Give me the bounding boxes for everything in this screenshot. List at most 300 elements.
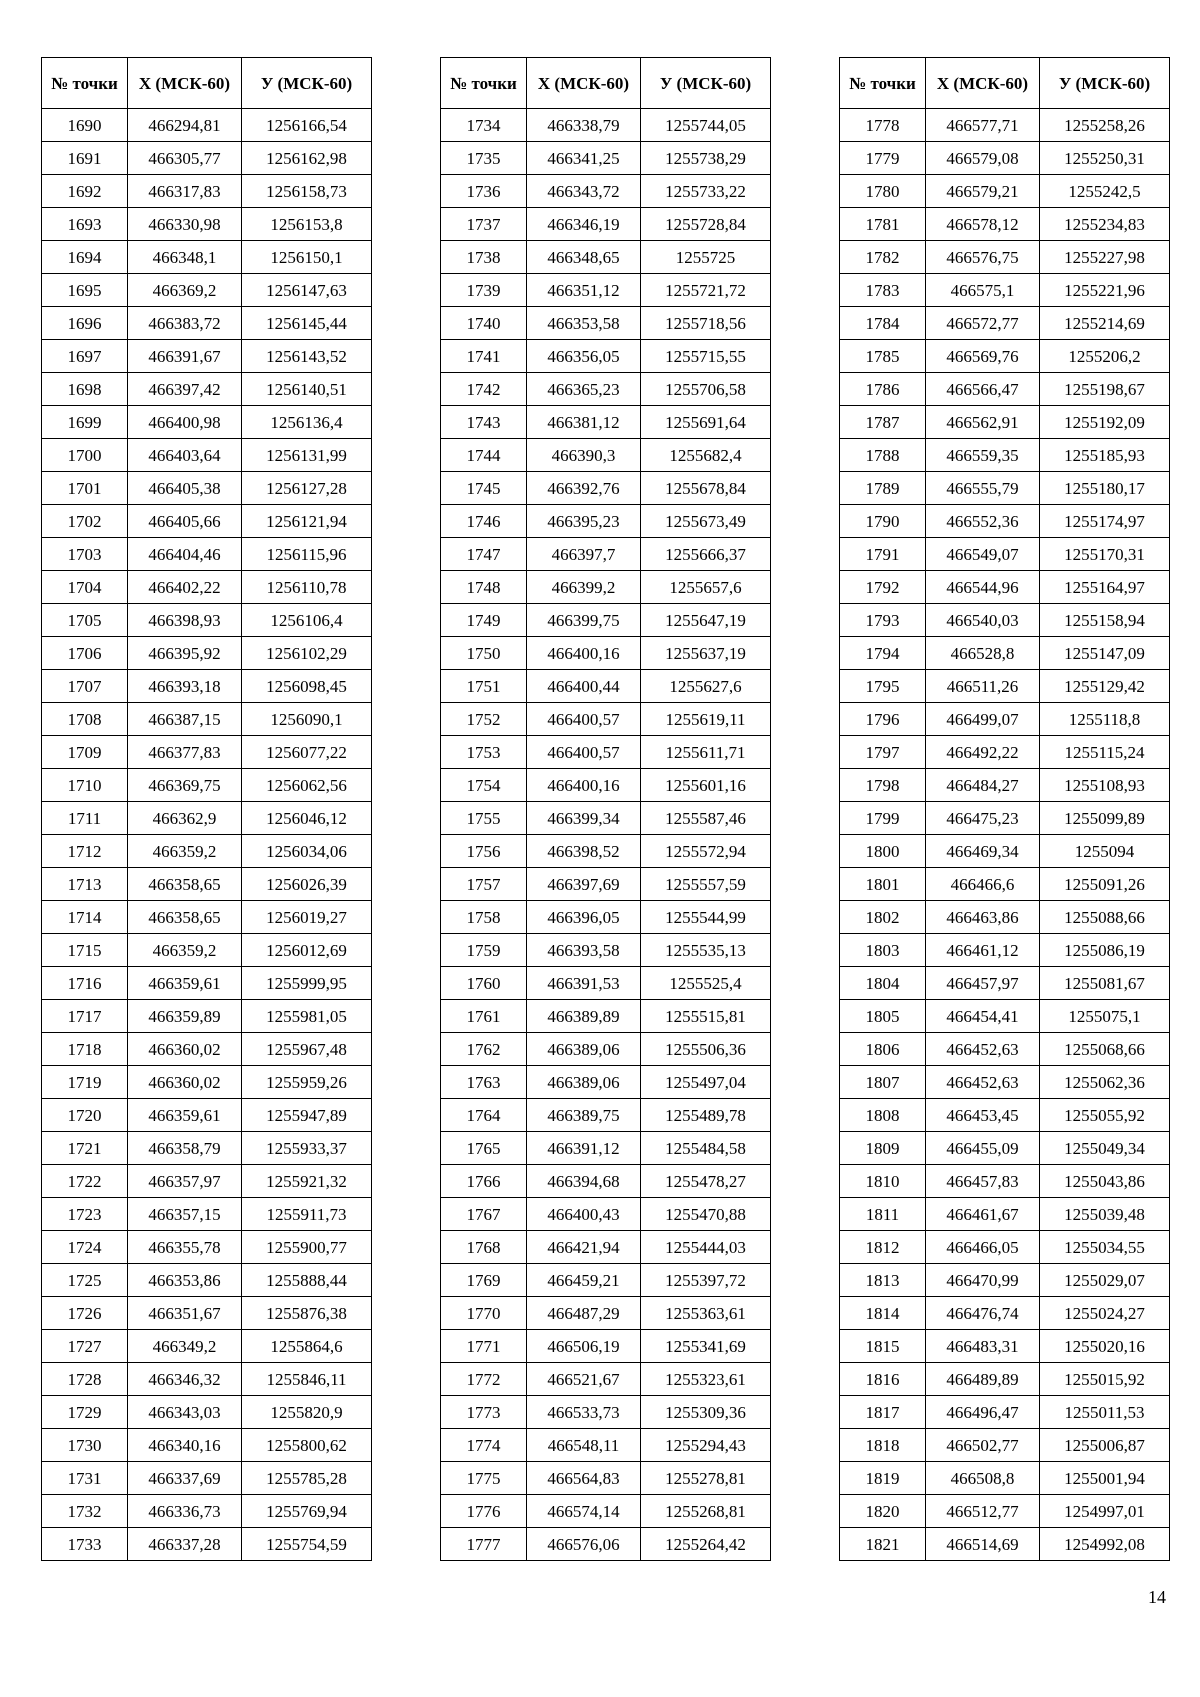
table-row — [840, 439, 1170, 472]
x-coordinate-cell: 466340,16 — [128, 1429, 242, 1462]
x-coordinate-cell: 466399,75 — [527, 604, 641, 637]
table-row — [42, 1495, 372, 1528]
coordinates-table-2 — [440, 57, 771, 1561]
x-coordinate-cell: 466359,2 — [128, 835, 242, 868]
table-row — [441, 868, 771, 901]
y-coordinate-cell: 1255800,62 — [242, 1429, 372, 1462]
y-coordinate-cell: 1255221,96 — [1040, 274, 1170, 307]
point-number-cell: 1806 — [840, 1033, 926, 1066]
x-coordinate-cell: 466402,22 — [128, 571, 242, 604]
y-coordinate-cell: 1255444,03 — [641, 1231, 771, 1264]
table-row — [42, 1000, 372, 1033]
point-number-cell: 1800 — [840, 835, 926, 868]
x-coordinate-cell: 466387,15 — [128, 703, 242, 736]
y-coordinate-cell: 1255174,97 — [1040, 505, 1170, 538]
point-number-cell: 1741 — [441, 340, 527, 373]
y-coordinate-cell: 1255525,4 — [641, 967, 771, 1000]
x-coordinate-cell: 466359,61 — [128, 967, 242, 1000]
y-coordinate-cell: 1255888,44 — [242, 1264, 372, 1297]
y-coordinate-cell: 1255075,1 — [1040, 1000, 1170, 1033]
point-number-cell: 1783 — [840, 274, 926, 307]
point-number-cell: 1718 — [42, 1033, 128, 1066]
table-row — [441, 604, 771, 637]
point-number-cell: 1793 — [840, 604, 926, 637]
y-coordinate-cell: 1255341,69 — [641, 1330, 771, 1363]
point-number-cell: 1778 — [840, 109, 926, 142]
point-number-cell: 1704 — [42, 571, 128, 604]
y-coordinate-cell: 1255108,93 — [1040, 769, 1170, 802]
x-coordinate-cell: 466393,18 — [128, 670, 242, 703]
point-number-cell: 1702 — [42, 505, 128, 538]
x-coordinate-cell: 466398,93 — [128, 604, 242, 637]
table-row — [42, 637, 372, 670]
x-coordinate-cell: 466383,72 — [128, 307, 242, 340]
point-number-cell: 1729 — [42, 1396, 128, 1429]
table-row — [840, 406, 1170, 439]
point-number-cell: 1735 — [441, 142, 527, 175]
table-row — [42, 1396, 372, 1429]
point-number-cell: 1771 — [441, 1330, 527, 1363]
point-number-cell: 1811 — [840, 1198, 926, 1231]
x-coordinate-cell: 466528,8 — [926, 637, 1040, 670]
x-coordinate-cell: 466359,89 — [128, 1000, 242, 1033]
table-row — [42, 538, 372, 571]
table-row — [840, 1132, 1170, 1165]
header-x-coordinate: X (МСК-60) — [926, 58, 1040, 109]
point-number-cell: 1717 — [42, 1000, 128, 1033]
y-coordinate-cell: 1255185,93 — [1040, 439, 1170, 472]
table-row — [42, 670, 372, 703]
y-coordinate-cell: 1255323,61 — [641, 1363, 771, 1396]
table-row — [840, 637, 1170, 670]
y-coordinate-cell: 1255981,05 — [242, 1000, 372, 1033]
y-coordinate-cell: 1255147,09 — [1040, 637, 1170, 670]
point-number-cell: 1716 — [42, 967, 128, 1000]
point-number-cell: 1816 — [840, 1363, 926, 1396]
x-coordinate-cell: 466391,53 — [527, 967, 641, 1000]
table-row — [840, 868, 1170, 901]
x-coordinate-cell: 466351,67 — [128, 1297, 242, 1330]
y-coordinate-cell: 1255785,28 — [242, 1462, 372, 1495]
point-number-cell: 1720 — [42, 1099, 128, 1132]
x-coordinate-cell: 466393,58 — [527, 934, 641, 967]
table-row — [441, 1231, 771, 1264]
y-coordinate-cell: 1255666,37 — [641, 538, 771, 571]
table-row — [42, 439, 372, 472]
point-number-cell: 1747 — [441, 538, 527, 571]
y-coordinate-cell: 1255068,66 — [1040, 1033, 1170, 1066]
point-number-cell: 1766 — [441, 1165, 527, 1198]
y-coordinate-cell: 1255363,61 — [641, 1297, 771, 1330]
y-coordinate-cell: 1256090,1 — [242, 703, 372, 736]
table-row — [840, 1231, 1170, 1264]
table-row — [441, 1000, 771, 1033]
point-number-cell: 1807 — [840, 1066, 926, 1099]
x-coordinate-cell: 466397,69 — [527, 868, 641, 901]
y-coordinate-cell: 1255258,26 — [1040, 109, 1170, 142]
x-coordinate-cell: 466466,05 — [926, 1231, 1040, 1264]
point-number-cell: 1784 — [840, 307, 926, 340]
x-coordinate-cell: 466540,03 — [926, 604, 1040, 637]
header-x-coordinate: X (МСК-60) — [527, 58, 641, 109]
table-row — [441, 1363, 771, 1396]
y-coordinate-cell: 1255647,19 — [641, 604, 771, 637]
point-number-cell: 1725 — [42, 1264, 128, 1297]
y-coordinate-cell: 1255081,67 — [1040, 967, 1170, 1000]
y-coordinate-cell: 1255206,2 — [1040, 340, 1170, 373]
x-coordinate-cell: 466555,79 — [926, 472, 1040, 505]
point-number-cell: 1739 — [441, 274, 527, 307]
y-coordinate-cell: 1256102,29 — [242, 637, 372, 670]
x-coordinate-cell: 466576,06 — [527, 1528, 641, 1561]
x-coordinate-cell: 466294,81 — [128, 109, 242, 142]
table-row — [42, 1099, 372, 1132]
table-row — [840, 1198, 1170, 1231]
x-coordinate-cell: 466574,14 — [527, 1495, 641, 1528]
table-row — [441, 1429, 771, 1462]
point-number-cell: 1751 — [441, 670, 527, 703]
table-row — [42, 241, 372, 274]
y-coordinate-cell: 1255011,53 — [1040, 1396, 1170, 1429]
point-number-cell: 1818 — [840, 1429, 926, 1462]
point-number-cell: 1705 — [42, 604, 128, 637]
table-row — [840, 604, 1170, 637]
point-number-cell: 1701 — [42, 472, 128, 505]
coordinates-table-1 — [41, 57, 372, 1561]
point-number-cell: 1694 — [42, 241, 128, 274]
y-coordinate-cell: 1255294,43 — [641, 1429, 771, 1462]
table-row — [441, 1264, 771, 1297]
y-coordinate-cell: 1255933,37 — [242, 1132, 372, 1165]
y-coordinate-cell: 1256158,73 — [242, 175, 372, 208]
x-coordinate-cell: 466392,76 — [527, 472, 641, 505]
point-number-cell: 1714 — [42, 901, 128, 934]
table-row — [42, 1363, 372, 1396]
y-coordinate-cell: 1255601,16 — [641, 769, 771, 802]
x-coordinate-cell: 466400,44 — [527, 670, 641, 703]
y-coordinate-cell: 1256110,78 — [242, 571, 372, 604]
x-coordinate-cell: 466452,63 — [926, 1066, 1040, 1099]
header-point-number: № точки — [441, 58, 527, 109]
x-coordinate-cell: 466470,99 — [926, 1264, 1040, 1297]
x-coordinate-cell: 466389,75 — [527, 1099, 641, 1132]
x-coordinate-cell: 466365,23 — [527, 373, 641, 406]
x-coordinate-cell: 466396,05 — [527, 901, 641, 934]
table-row — [441, 1330, 771, 1363]
y-coordinate-cell: 1255214,69 — [1040, 307, 1170, 340]
x-coordinate-cell: 466389,06 — [527, 1066, 641, 1099]
point-number-cell: 1737 — [441, 208, 527, 241]
point-number-cell: 1695 — [42, 274, 128, 307]
x-coordinate-cell: 466389,06 — [527, 1033, 641, 1066]
point-number-cell: 1752 — [441, 703, 527, 736]
point-number-cell: 1710 — [42, 769, 128, 802]
point-number-cell: 1763 — [441, 1066, 527, 1099]
point-number-cell: 1779 — [840, 142, 926, 175]
table-row — [441, 802, 771, 835]
x-coordinate-cell: 466359,61 — [128, 1099, 242, 1132]
y-coordinate-cell: 1255999,95 — [242, 967, 372, 1000]
point-number-cell: 1798 — [840, 769, 926, 802]
table-row — [441, 901, 771, 934]
y-coordinate-cell: 1255043,86 — [1040, 1165, 1170, 1198]
y-coordinate-cell: 1255947,89 — [242, 1099, 372, 1132]
table-row — [441, 1132, 771, 1165]
y-coordinate-cell: 1255721,72 — [641, 274, 771, 307]
y-coordinate-cell: 1256147,63 — [242, 274, 372, 307]
point-number-cell: 1742 — [441, 373, 527, 406]
x-coordinate-cell: 466343,72 — [527, 175, 641, 208]
point-number-cell: 1746 — [441, 505, 527, 538]
x-coordinate-cell: 466459,21 — [527, 1264, 641, 1297]
point-number-cell: 1711 — [42, 802, 128, 835]
y-coordinate-cell: 1255911,73 — [242, 1198, 372, 1231]
table-row — [840, 1363, 1170, 1396]
table-row — [840, 505, 1170, 538]
point-number-cell: 1810 — [840, 1165, 926, 1198]
point-number-cell: 1786 — [840, 373, 926, 406]
point-number-cell: 1799 — [840, 802, 926, 835]
y-coordinate-cell: 1255820,9 — [242, 1396, 372, 1429]
y-coordinate-cell: 1255544,99 — [641, 901, 771, 934]
table-header-row — [840, 58, 1170, 109]
y-coordinate-cell: 1255921,32 — [242, 1165, 372, 1198]
point-number-cell: 1712 — [42, 835, 128, 868]
table-row — [441, 175, 771, 208]
point-number-cell: 1761 — [441, 1000, 527, 1033]
x-coordinate-cell: 466579,08 — [926, 142, 1040, 175]
point-number-cell: 1804 — [840, 967, 926, 1000]
y-coordinate-cell: 1255234,83 — [1040, 208, 1170, 241]
x-coordinate-cell: 466351,12 — [527, 274, 641, 307]
point-number-cell: 1697 — [42, 340, 128, 373]
x-coordinate-cell: 466362,9 — [128, 802, 242, 835]
x-coordinate-cell: 466395,92 — [128, 637, 242, 670]
y-coordinate-cell: 1255227,98 — [1040, 241, 1170, 274]
table-row — [441, 1297, 771, 1330]
y-coordinate-cell: 1255846,11 — [242, 1363, 372, 1396]
x-coordinate-cell: 466544,96 — [926, 571, 1040, 604]
table-row — [42, 1165, 372, 1198]
point-number-cell: 1767 — [441, 1198, 527, 1231]
y-coordinate-cell: 1255673,49 — [641, 505, 771, 538]
y-coordinate-cell: 1256046,12 — [242, 802, 372, 835]
point-number-cell: 1691 — [42, 142, 128, 175]
y-coordinate-cell: 1256115,96 — [242, 538, 372, 571]
x-coordinate-cell: 466337,69 — [128, 1462, 242, 1495]
table-row — [42, 868, 372, 901]
x-coordinate-cell: 466343,03 — [128, 1396, 242, 1429]
point-number-cell: 1762 — [441, 1033, 527, 1066]
y-coordinate-cell: 1255170,31 — [1040, 538, 1170, 571]
x-coordinate-cell: 466348,1 — [128, 241, 242, 274]
table-row — [42, 934, 372, 967]
y-coordinate-cell: 1255034,55 — [1040, 1231, 1170, 1264]
x-coordinate-cell: 466336,73 — [128, 1495, 242, 1528]
table-row — [42, 1429, 372, 1462]
x-coordinate-cell: 466483,31 — [926, 1330, 1040, 1363]
point-number-cell: 1748 — [441, 571, 527, 604]
table-row — [441, 769, 771, 802]
y-coordinate-cell: 1255572,94 — [641, 835, 771, 868]
coordinates-table-3 — [839, 57, 1170, 1561]
point-number-cell: 1768 — [441, 1231, 527, 1264]
y-coordinate-cell: 1255744,05 — [641, 109, 771, 142]
y-coordinate-cell: 1255691,64 — [641, 406, 771, 439]
table-row — [42, 769, 372, 802]
point-number-cell: 1728 — [42, 1363, 128, 1396]
y-coordinate-cell: 1255115,24 — [1040, 736, 1170, 769]
header-point-number: № точки — [42, 58, 128, 109]
y-coordinate-cell: 1255725 — [641, 241, 771, 274]
table-row — [42, 505, 372, 538]
y-coordinate-cell: 1256131,99 — [242, 439, 372, 472]
table-row — [441, 835, 771, 868]
table-row — [441, 670, 771, 703]
point-number-cell: 1819 — [840, 1462, 926, 1495]
y-coordinate-cell: 1255278,81 — [641, 1462, 771, 1495]
x-coordinate-cell: 466400,43 — [527, 1198, 641, 1231]
point-number-cell: 1740 — [441, 307, 527, 340]
x-coordinate-cell: 466577,71 — [926, 109, 1040, 142]
x-coordinate-cell: 466463,86 — [926, 901, 1040, 934]
y-coordinate-cell: 1255718,56 — [641, 307, 771, 340]
table-row — [441, 109, 771, 142]
table-header-row — [42, 58, 372, 109]
table-row — [42, 1198, 372, 1231]
x-coordinate-cell: 466391,67 — [128, 340, 242, 373]
point-number-cell: 1698 — [42, 373, 128, 406]
x-coordinate-cell: 466390,3 — [527, 439, 641, 472]
table-row — [840, 835, 1170, 868]
x-coordinate-cell: 466454,41 — [926, 1000, 1040, 1033]
x-coordinate-cell: 466395,23 — [527, 505, 641, 538]
y-coordinate-cell: 1255657,6 — [641, 571, 771, 604]
point-number-cell: 1812 — [840, 1231, 926, 1264]
table-row — [42, 1462, 372, 1495]
y-coordinate-cell: 1255733,22 — [641, 175, 771, 208]
point-number-cell: 1803 — [840, 934, 926, 967]
table-row — [42, 274, 372, 307]
point-number-cell: 1781 — [840, 208, 926, 241]
page-number: 14 — [1148, 1587, 1166, 1607]
point-number-cell: 1765 — [441, 1132, 527, 1165]
y-coordinate-cell: 1255715,55 — [641, 340, 771, 373]
point-number-cell: 1726 — [42, 1297, 128, 1330]
x-coordinate-cell: 466457,83 — [926, 1165, 1040, 1198]
x-coordinate-cell: 466397,7 — [527, 538, 641, 571]
x-coordinate-cell: 466357,15 — [128, 1198, 242, 1231]
x-coordinate-cell: 466399,2 — [527, 571, 641, 604]
point-number-cell: 1700 — [42, 439, 128, 472]
y-coordinate-cell: 1255706,58 — [641, 373, 771, 406]
table-row — [42, 703, 372, 736]
point-number-cell: 1755 — [441, 802, 527, 835]
x-coordinate-cell: 466341,25 — [527, 142, 641, 175]
point-number-cell: 1772 — [441, 1363, 527, 1396]
point-number-cell: 1707 — [42, 670, 128, 703]
x-coordinate-cell: 466353,58 — [527, 307, 641, 340]
table-row — [840, 802, 1170, 835]
y-coordinate-cell: 1255099,89 — [1040, 802, 1170, 835]
y-coordinate-cell: 1256121,94 — [242, 505, 372, 538]
x-coordinate-cell: 466579,21 — [926, 175, 1040, 208]
table-row — [441, 1462, 771, 1495]
y-coordinate-cell: 1255728,84 — [641, 208, 771, 241]
point-number-cell: 1756 — [441, 835, 527, 868]
point-number-cell: 1749 — [441, 604, 527, 637]
point-number-cell: 1736 — [441, 175, 527, 208]
table-row — [840, 1066, 1170, 1099]
x-coordinate-cell: 466400,16 — [527, 637, 641, 670]
y-coordinate-cell: 1255754,59 — [242, 1528, 372, 1561]
x-coordinate-cell: 466511,26 — [926, 670, 1040, 703]
table-row — [840, 769, 1170, 802]
x-coordinate-cell: 466469,34 — [926, 835, 1040, 868]
y-coordinate-cell: 1256019,27 — [242, 901, 372, 934]
x-coordinate-cell: 466457,97 — [926, 967, 1040, 1000]
y-coordinate-cell: 1256034,06 — [242, 835, 372, 868]
x-coordinate-cell: 466355,78 — [128, 1231, 242, 1264]
y-coordinate-cell: 1255484,58 — [641, 1132, 771, 1165]
x-coordinate-cell: 466337,28 — [128, 1528, 242, 1561]
x-coordinate-cell: 466566,47 — [926, 373, 1040, 406]
table-row — [840, 571, 1170, 604]
y-coordinate-cell: 1255967,48 — [242, 1033, 372, 1066]
table-row — [441, 736, 771, 769]
x-coordinate-cell: 466421,94 — [527, 1231, 641, 1264]
x-coordinate-cell: 466576,75 — [926, 241, 1040, 274]
table-row — [42, 835, 372, 868]
table-row — [42, 901, 372, 934]
y-coordinate-cell: 1255682,4 — [641, 439, 771, 472]
y-coordinate-cell: 1255637,19 — [641, 637, 771, 670]
x-coordinate-cell: 466403,64 — [128, 439, 242, 472]
x-coordinate-cell: 466377,83 — [128, 736, 242, 769]
point-number-cell: 1757 — [441, 868, 527, 901]
point-number-cell: 1759 — [441, 934, 527, 967]
point-number-cell: 1733 — [42, 1528, 128, 1561]
x-coordinate-cell: 466369,2 — [128, 274, 242, 307]
table-row — [441, 1528, 771, 1561]
header-y-coordinate: У (МСК-60) — [641, 58, 771, 109]
table-row — [840, 241, 1170, 274]
table-row — [840, 736, 1170, 769]
table-row — [840, 274, 1170, 307]
y-coordinate-cell: 1255268,81 — [641, 1495, 771, 1528]
y-coordinate-cell: 1255900,77 — [242, 1231, 372, 1264]
point-number-cell: 1782 — [840, 241, 926, 274]
point-number-cell: 1760 — [441, 967, 527, 1000]
table-row — [441, 274, 771, 307]
x-coordinate-cell: 466397,42 — [128, 373, 242, 406]
table-row — [840, 307, 1170, 340]
y-coordinate-cell: 1255535,13 — [641, 934, 771, 967]
table-row — [840, 1297, 1170, 1330]
x-coordinate-cell: 466492,22 — [926, 736, 1040, 769]
table-row — [840, 967, 1170, 1000]
y-coordinate-cell: 1255164,97 — [1040, 571, 1170, 604]
point-number-cell: 1796 — [840, 703, 926, 736]
x-coordinate-cell: 466357,97 — [128, 1165, 242, 1198]
y-coordinate-cell: 1255006,87 — [1040, 1429, 1170, 1462]
y-coordinate-cell: 1255309,36 — [641, 1396, 771, 1429]
x-coordinate-cell: 466358,79 — [128, 1132, 242, 1165]
y-coordinate-cell: 1255192,09 — [1040, 406, 1170, 439]
table-row — [840, 1165, 1170, 1198]
point-number-cell: 1769 — [441, 1264, 527, 1297]
point-number-cell: 1776 — [441, 1495, 527, 1528]
